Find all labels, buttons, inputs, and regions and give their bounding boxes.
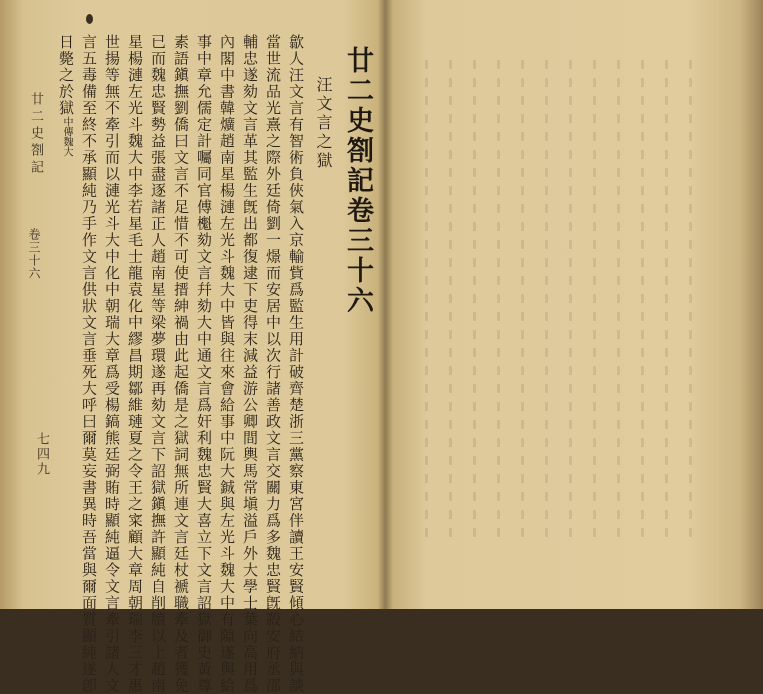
right-page-blank — [385, 0, 763, 609]
text-column: 歙人汪文言有智術負俠氣入京輸貲爲監生用計破齊楚浙三黨察東宮伴讀王安賢傾心結納與談 — [287, 34, 305, 694]
text-column: 內閣中書韓爌趙南星楊漣左光斗魏大中皆與往來會給事中阮大鋮與左光斗魏大中有隙遂與給 — [218, 34, 236, 694]
show-through-text — [497, 60, 500, 540]
show-through-text — [521, 60, 524, 540]
show-through-text — [665, 60, 668, 540]
book-title: 廿二史劄記卷三十六 — [342, 46, 373, 316]
text-column: 世揚等無不牽引而以漣光斗大中化中朝瑞大章爲受楊鎬熊廷弼賄時顯純逼令文言牽引諸人文 — [103, 34, 121, 694]
margin-volume: 卷三十六 — [27, 228, 41, 280]
show-through-text — [473, 60, 476, 540]
show-through-text — [641, 60, 644, 540]
margin-title: 廿二史劄記 — [28, 92, 43, 177]
text-column: 星楊漣左光斗魏大中李若星毛士龍袁化中繆昌期鄒維璉夏之令王之寀顧大章周朝瑞李三才惠 — [126, 34, 144, 694]
show-through-text — [689, 60, 692, 540]
text-column: 已而魏忠賢勢益張盡逐諸正人趙南星等梁夢環遂再劾文言下詔獄鎭撫許顯純自削牘以上趙南 — [149, 34, 167, 694]
show-through-text — [593, 60, 596, 540]
page-number: 七四九 — [34, 432, 49, 477]
show-through-text — [617, 60, 620, 540]
show-through-text — [425, 60, 428, 540]
last-column-text: 日斃之於獄 — [57, 34, 75, 117]
text-column: 輔忠遂劾文言革其監生旣出都復逮下吏得末減益游公卿間輿馬常塡溢戶外大學士葉向高用爲 — [241, 34, 259, 694]
text-column: 事中章允儒定計囑同官傅櫆劾文言幷劾大中通文言爲奸利魏忠賢大喜立下文言詔獄御史黃尊 — [195, 34, 213, 694]
text-column: 素語鎭撫劉僑曰文言不足惜不可使搢紳禍由此起僑是之獄詞無所連文言廷杖褫職牽及者獲免 — [172, 34, 190, 694]
text-column-last — [58, 34, 73, 157]
show-through-text — [545, 60, 548, 540]
show-through-text — [449, 60, 452, 540]
interlinear-note: 中傳魏大 — [61, 116, 72, 157]
text-column: 當世流品光熹之際外廷倚劉一燝而安居中以次行諸善政文言交關力爲多魏忠賢旣殺安府丞邵 — [264, 34, 282, 694]
text-column: 言五毒備至終不承顯純乃手作文言供狀文言垂死大呼曰爾莫妄書異時吾當與爾面質顯純遂卽 — [80, 34, 98, 694]
show-through-text — [569, 60, 572, 540]
ink-dot — [86, 14, 93, 24]
chapter-title: 汪文言之獄 — [314, 76, 333, 171]
